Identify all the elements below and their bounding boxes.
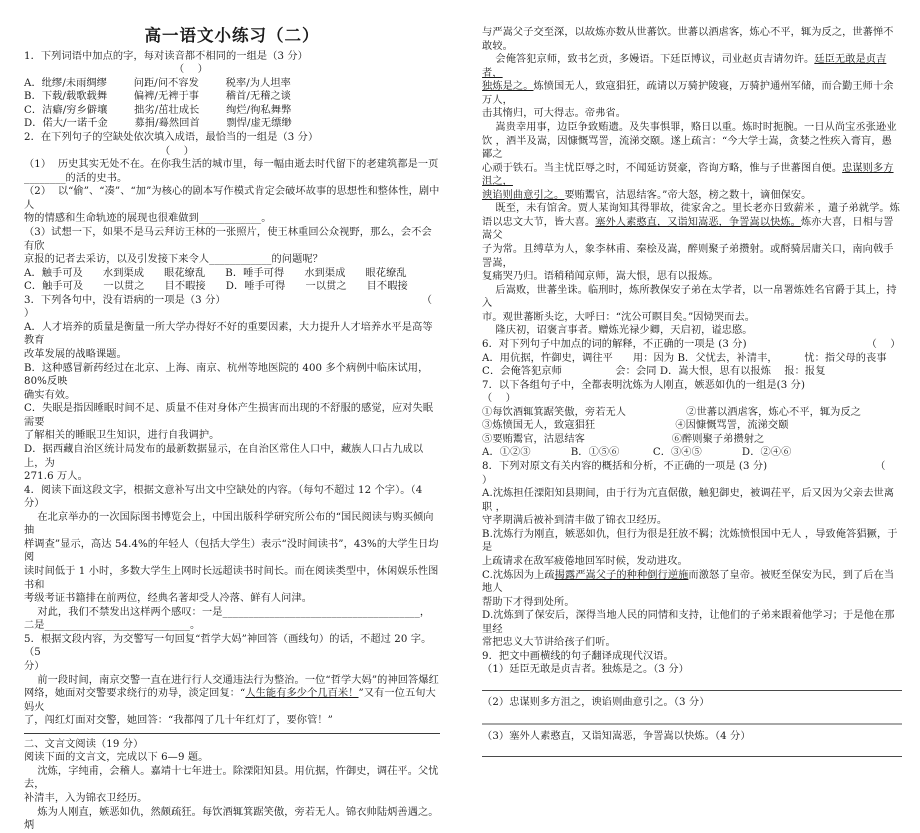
question-5-body-1: 前一段时间，南京交警一直在进行行人交通违法行为整治。一位“哲学大妈”的神回答爆红 bbox=[24, 674, 439, 686]
question-2-item-1a: （1） 历史其实无处不在。在你我生活的城市里，每一幅由逝去时代留下的老建筑都是一页 bbox=[24, 159, 439, 171]
passage-underline-2b: 谀谄则曲意引之。 bbox=[482, 189, 565, 201]
section-two-instruction: 阅读下面的文言文，完成以下 6—9 题。 bbox=[24, 752, 209, 764]
question-9-stem: 9．把文中画横线的句子翻译成现代汉语。 bbox=[482, 650, 674, 662]
question-3-stem: 3．下列各句中，没有语病的一项是（3 分） （ ） bbox=[24, 294, 446, 320]
question-2-option-ab: A．触手可及 水到渠成 眼花缭乱 B．唾手可得 水到渠成 眼花缭乱 bbox=[24, 267, 407, 279]
question-7-answer-paren: （ ） bbox=[482, 393, 516, 405]
question-6-option-cd: C．会俺答犯京师 会：会同 D．嵩大恨，思有以报炼 报：报复 bbox=[482, 366, 826, 378]
passage-underline-2a: 忠谋则多方沮之， bbox=[482, 162, 894, 188]
passage-line-7: 击其惰归，可大得志。帝弗省。 bbox=[482, 108, 627, 120]
question-5-stem: 5．根据文段内容，为交警写一句回复“哲学大妈”神回答（画线句）的话，不超过 20 字。（5 bbox=[24, 633, 432, 659]
question-2-item-3a: （3）试想一下，如果不是马云拜访王林的一张照片，使王林重回公众视野，那么，会不会有欣 bbox=[24, 226, 432, 252]
question-9-answer-rule-2[interactable] bbox=[482, 723, 902, 725]
question-2-item-3b: 京报的记者去采访，以及引发接下来令人____________的问题呢？ bbox=[24, 254, 323, 266]
question-6-option-ab: A．用伉据，忤御史，调往平 用：因为 B．父忧去，补清丰， 忧：指父母的丧事 bbox=[482, 352, 887, 364]
question-8-option-c2: 帮助下才得到处所。 bbox=[482, 596, 575, 608]
question-2-stem: 2．在下列句子的空缺处依次填入成语，最恰当的一组是（3 分）（ ） bbox=[24, 132, 319, 157]
passage-line-18: 隆庆初，诏褒言事者。赠炼光禄少卿，天启初，谥忠愍。 bbox=[482, 325, 753, 337]
question-4-answer-line-1[interactable]: 对此，我们不禁发出这样两个感叹：一是______________________________________， bbox=[24, 606, 431, 618]
question-7-item-34: ③炼愤国无人，致寇猖狂 ④因慷慨骂詈，流涕交颐 bbox=[482, 420, 789, 432]
left-column bbox=[10, 26, 450, 833]
passage-line-13: 语以忠文大节，皆大喜。塞外人素憨直，又诣知嵩恶，争詈嵩以快炼。炼亦大喜，日相与詈嵩父 bbox=[482, 216, 894, 242]
passage-line-10: 心顽于铁石。当主忧臣辱之时，不闻延访贤豪，咨询方略，惟与子世蕃图自便。忠谋则多方沮之， bbox=[482, 162, 894, 188]
question-4-stem: 4．阅读下面这段文字，根据文意补写出文中空缺处的内容。（每句不超过 12 个字）。（4 分） bbox=[24, 484, 426, 510]
question-7-item-12: ①每饮酒辄箕踞笑傲，旁若无人 ②世蕃以酒虐客，炼心不平，辄为反之 bbox=[482, 406, 862, 418]
question-2-item-2a: （2） 以“偷”、“凑”、“加”为核心的剧本写作模式肯定会破坏故事的思想性和整体性，剧中人 bbox=[24, 186, 440, 211]
question-9-answer-rule-3[interactable] bbox=[482, 756, 902, 757]
question-3-option-a1: A．人才培养的质量是衡量一所大学办得好不好的重要因素，大力提升人才培养水平是高等教育 bbox=[24, 321, 433, 347]
question-3-answer-paren: （ ） bbox=[24, 294, 446, 320]
question-9-item-1: （1）廷臣无敢是贞吉者。独炼是之。（3 分） bbox=[482, 664, 689, 676]
question-1-option-b: B．下载/载歌载舞 偏裨/无裨于事 稽首/无稽之谈 bbox=[24, 91, 292, 103]
question-8-option-c1: C.沈炼因为上疏揭露严嵩父子的种种倒行逆施而激怒了皇帝。被贬至保安为民，到了后在当地人 bbox=[482, 569, 895, 595]
question-3-option-c2: 了解相关的睡眠卫生知识，进行自我调护。 bbox=[24, 430, 220, 442]
question-7-item-56: ⑤要贿鬻官，沽恩结客 ⑥醉则聚子弟攒射之 bbox=[482, 433, 765, 445]
section-divider bbox=[24, 733, 440, 734]
question-5-stem-cont: 分） bbox=[24, 660, 45, 672]
passage-line-3: 炼为人刚直，嫉恶如仇，然颇疏狂。每饮酒辄箕踞笑傲，旁若无人。锦衣帅陆炳善遇之。炳 bbox=[24, 806, 439, 832]
question-1-stem: 1．下列词语中加点的字，每对读音都不相同的一组是（3 分）（ ） bbox=[24, 50, 308, 76]
question-2-option-cd: C．触手可及 一以贯之 目不暇接 D．唾手可得 一以贯之 目不暇接 bbox=[24, 281, 408, 293]
question-3-option-b1: B．这种感冒新药经过在北京、上海、南京、杭州等地医院的 400 多个病例中临床试用，80%反映 bbox=[24, 362, 429, 388]
question-6-stem: 6．对下列句子中加点的词的解释，不正确的一项是 (3 分) （ ） bbox=[482, 338, 901, 350]
question-3-option-c1: C．失眠是指因睡眠时间不足、质量不佳对身体产生损害而出现的不舒服的感觉，应对失眠需要 bbox=[24, 403, 434, 428]
question-5-underlined-phrase: 人生能有多少个几百米！ bbox=[245, 688, 359, 700]
passage-line-15: 复痛哭乃归。语稍稍闻京师，嵩大恨，思有以报炼。 bbox=[482, 271, 719, 283]
question-9-item-2: （2）忠谋则多方沮之，谀谄则曲意引之。（3 分） bbox=[482, 697, 710, 708]
passage-line-5: 会俺答犯京师，致书乞贡，多嫚语。下廷臣博议，司业赵贞吉请勿许。廷臣无敢是贞吉者， bbox=[482, 54, 887, 79]
question-1-option-a: A．纰缪/未雨绸缪 问距/问不容发 税率/为人坦率 bbox=[24, 77, 291, 89]
question-4-answer-line-2[interactable]: 二是____________________________。 bbox=[24, 620, 201, 632]
question-3-option-a2: 改革发展的战略课题。 bbox=[24, 349, 127, 360]
question-7-stem: 7．以下各组句子中，全都表明沈炼为人刚直，嫉恶如仇的一组是(3 分)（ ） bbox=[482, 379, 806, 405]
question-5-body-2: 网络，她面对交警要求绕行的劝导，淡定回复：“人生能有多少个几百米！”又有一位五旬大妈火 bbox=[24, 688, 436, 713]
passage-line-1: 沈炼，字纯甫，会稽人。嘉靖十七年进士。除溧阳知县。用伉据，忤御史，调茌平。父忧去， bbox=[24, 765, 439, 791]
question-4-body-4: 考级考证书籍排在前两位，经典名著却受人冷落、鲜有人问津。 bbox=[24, 593, 313, 605]
passage-line-17: 市。观世蕃断头讫，大呼曰：“沈公可瞑目矣。”因恸哭而去。 bbox=[482, 311, 756, 323]
question-4-body-1: 在北京举办的一次国际图书博览会上，中国出版科学研究所公布的“国民阅读与购买倾向抽 bbox=[24, 511, 434, 537]
question-8-option-b1: B.沈炼行为刚直，嫉恶如仇，但行为很是狂放不羁；沈炼愤恨国中无人 ，导致俺答猖獗，于是 bbox=[482, 528, 898, 554]
page-title: 高一语文小练习（二） bbox=[144, 26, 320, 45]
passage-line-6: 独炼是之。炼愤国无人，致寇猖狂，疏请以万骑护陵寝，万骑护通州军储，而合勤王师十余万人， bbox=[482, 81, 894, 106]
question-2-item-1b: ________的活的史书。 bbox=[24, 172, 128, 184]
question-4-body-2: 样调查”显示，高达 54.4%的年轻人（包括大学生）表示“没时间读书”，43%的大学生日均阅 bbox=[24, 538, 439, 564]
question-8-answer-paren: （ ） bbox=[482, 461, 899, 486]
right-column bbox=[470, 26, 910, 762]
passage-underline-1a: 廷臣无敢是贞吉者， bbox=[482, 54, 887, 79]
question-1-option-c: C．洁癖/穷乡僻壤 拙劣/茁壮成长 绚烂/徇私舞弊 bbox=[24, 104, 292, 116]
passage-line-2: 补清丰，入为锦衣卫经历。 bbox=[24, 793, 148, 804]
passage-line-11: 谀谄则曲意引之。要贿鬻官，沽恩结客。”帝大怒，榜之数十，谪佃保安。 bbox=[482, 189, 812, 201]
passage-line-9: 饮 ，酒半及嵩，因慷慨骂詈，流涕交颐。遂上疏言：“今大学士嵩，贪婪之性疾入膏肓，愚鄙之 bbox=[482, 135, 892, 161]
question-2-item-2b: 物的情感和生命轨迹的展现也很难做到____________。 bbox=[24, 213, 272, 225]
question-7-options: A．①②③ B．①⑤⑥ C．③④⑤ D．②④⑥ bbox=[482, 447, 792, 459]
question-8-option-d2: 常把忠义大节讲给孩子们听。 bbox=[482, 637, 616, 649]
passage-line-14: 子为常。且缚草为人，象李林甫、秦桧及嵩，醉则聚子弟攒射。或酹骑居庸关口，南向戟手詈嵩， bbox=[482, 244, 894, 269]
question-8-stem: 8．下列对原文有关内容的概括和分析，不正确的一项是 (3 分) （ ） bbox=[482, 461, 899, 486]
question-6-answer-paren: （ ） bbox=[866, 338, 901, 350]
question-1-option-d: D．偌大/一诺千金 募捐/蓦然回首 剽悍/虚无缥缈 bbox=[24, 118, 292, 130]
question-8-option-d1: D.沈炼到了保安后，深得当地人民的同情和支持，让他们的子弟来跟着他学习；于是他在那里经 bbox=[482, 610, 895, 635]
section-two-heading: 二、文言文阅读（19 分） bbox=[24, 738, 144, 750]
passage-line-8: 嵩贵幸用事，边臣争致贿遗。及失事惧罪，赂日以重。炼时时扼腕。一日从尚宝丞张逊业 bbox=[482, 121, 897, 133]
question-3-option-d2: 271.6 万人。 bbox=[24, 471, 88, 483]
question-4-body-3: 读时间低于 1 小时，多数大学生上网时长远超读书时间长。而在阅读类型中，休闲娱乐性图书和 bbox=[24, 566, 439, 591]
question-5-body-3: 了，闯红灯面对交警，她回答：“我都闯了几十年红灯了，要你管！” bbox=[24, 715, 333, 727]
question-2-answer-paren: （ ） bbox=[160, 145, 194, 157]
passage-underline-3: 塞外人素憨直，又诣知嵩恶，争詈嵩以快炼。 bbox=[595, 216, 801, 228]
question-1-answer-paren: （ ） bbox=[174, 64, 208, 76]
passage-line-4: 与严嵩父子交至深，以故炼亦数从世蕃饮。世蕃以酒虐客，炼心不平，辄为反之，世蕃惮不敢较。 bbox=[482, 27, 894, 52]
passage-underline-1b: 独炼是之。 bbox=[482, 81, 534, 93]
question-8-option-b2: 上疏请求在敌军疲倦地回军时候，发动进攻。 bbox=[482, 555, 688, 567]
question-9-answer-rule-1[interactable] bbox=[482, 690, 902, 691]
question-3-option-b2: 确实有效。 bbox=[24, 389, 76, 401]
passage-line-12: 既至，未有馆舍。贾人某询知其得罪故，徙家舍之。里长老亦日致薪米 ，遣子弟就学。炼 bbox=[482, 203, 900, 215]
passage-line-16: 后嵩败，世蕃坐诛。临刑时，炼所教保安子弟在太学者，以一帛署炼姓名官爵于其上，持入 bbox=[482, 284, 897, 310]
question-8-underlined-c: 揭露严嵩父子的种种倒行逆施 bbox=[554, 569, 689, 581]
question-8-option-a1: A.沈炼担任溧阳知县期间，由于行为亢直倨傲，触犯御史，被调茌平，后又因为父亲去世离职 ， bbox=[482, 488, 895, 513]
question-9-item-3: （3）塞外人素憨直，又诣知嵩恶，争詈嵩以快炼。（4 分） bbox=[482, 730, 751, 742]
question-8-option-a2: 守孝期满后被补到清丰做了锦衣卫经历。 bbox=[482, 515, 668, 527]
question-3-option-d1: D．据西藏自治区统计局发布的最新数据显示，在自治区常住人口中，藏族人口占九成以上，为 bbox=[24, 443, 424, 469]
